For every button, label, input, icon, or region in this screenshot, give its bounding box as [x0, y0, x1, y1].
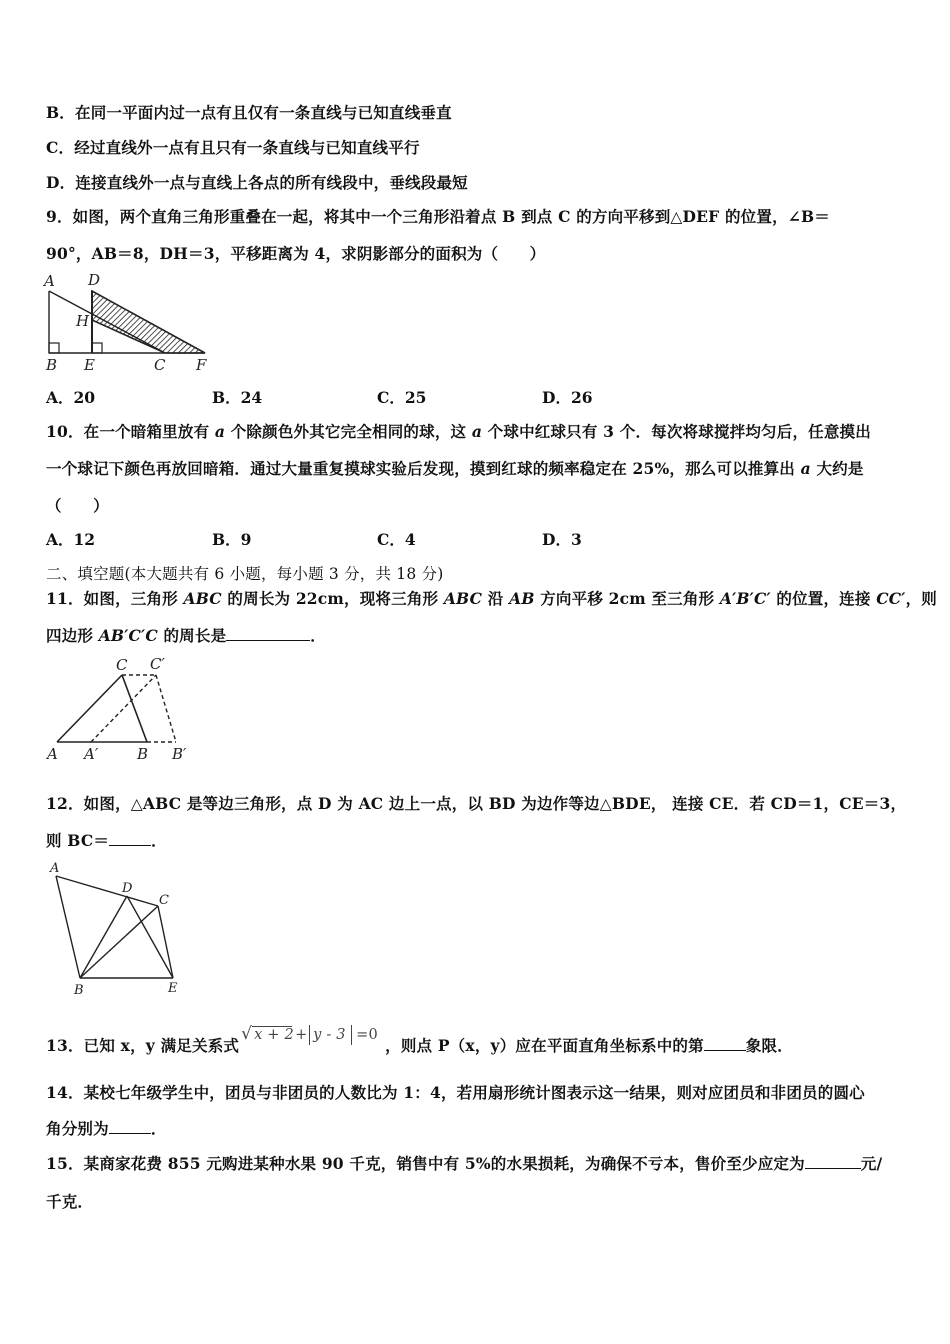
- q9-right-angle-b: [49, 343, 59, 353]
- q12-segment-bd: [80, 896, 127, 978]
- q11-figure: [44, 655, 204, 767]
- q13-stem: 13．已知 x，y 满足关系式 √ x + 2 + y - 3 =0 ，则点 P（x，y）应在平面直角坐标系中的第 象限．: [46, 1024, 793, 1055]
- q9-label-a: A: [44, 272, 55, 290]
- q11-label-c-prime: C′: [150, 655, 165, 673]
- q9-label-c: C: [154, 356, 166, 374]
- q12-segment-de: [127, 896, 173, 978]
- q12-stem-line2: 则 BC＝ ．: [46, 831, 167, 850]
- q9-option-d: D．26: [542, 388, 593, 407]
- q14-stem-line1: 14．某校七年级学生中，团员与非团员的人数比为 1：4，若用扇形统计图表示这一结果，则对应团员和非团员的圆心: [46, 1083, 865, 1102]
- q9-option-b: B．24: [212, 388, 263, 407]
- q15-answer-blank[interactable]: [805, 1154, 861, 1169]
- q14-stem-line2: 角分别为 ．: [46, 1119, 167, 1138]
- q9-stem-line2: 90°，AB＝8，DH＝3，平移距离为 4，求阴影部分的面积为（ ）: [46, 244, 546, 263]
- q9-label-d: D: [88, 271, 101, 289]
- q10-stem-line1: 10．在一个暗箱里放有 a 个除颜色外其它完全相同的球，这 a 个球中红球只有 3 个．每次将球搅拌均匀后，任意摸出: [46, 422, 871, 441]
- q12-segment-ab: [56, 876, 80, 978]
- q12-figure: [44, 858, 194, 1000]
- q9-label-f: F: [196, 356, 207, 374]
- q9-label-h: H: [76, 312, 90, 330]
- q12-segment-ac: [56, 876, 158, 906]
- q11-segment-c-prime-b-prime: [156, 675, 176, 742]
- q9-label-b: B: [46, 356, 58, 374]
- q9-right-angle-e: [92, 343, 102, 353]
- section-2-title: 二、填空题(本大题共有 6 小题，每小题 3 分，共 18 分): [46, 565, 444, 583]
- q12-label-d: D: [122, 881, 133, 896]
- q10-option-c: C．4: [377, 530, 416, 549]
- q10-option-b: B．9: [212, 530, 252, 549]
- q12-segment-bc: [80, 906, 158, 978]
- q12-label-c: C: [159, 893, 169, 908]
- q11-stem-line2: 四边形 AB′C′C 的周长是 ．: [46, 626, 326, 645]
- q12-answer-blank[interactable]: [109, 831, 151, 846]
- q10-stem-line2: 一个球记下颜色再放回暗箱．通过大量重复摸球实验后发现，摸到红球的频率稳定在 25%，那么可以推算出 a 大约是: [46, 459, 864, 478]
- q11-segment-cb: [122, 675, 147, 742]
- q11-label-b: B: [137, 745, 149, 763]
- q11-label-b-prime: B′: [172, 745, 187, 763]
- q9-option-c: C．25: [377, 388, 427, 407]
- abs-inner: y - 3: [313, 1027, 346, 1043]
- q8-option-b: B．在同一平面内过一点有且仅有一条直线与已知直线垂直: [46, 103, 452, 122]
- q15-stem-line2: 千克．: [46, 1192, 94, 1211]
- q14-answer-blank[interactable]: [109, 1119, 151, 1134]
- abs-left-bar: [309, 1025, 310, 1045]
- q11-label-a: A: [47, 745, 58, 763]
- q10-option-a: A．12: [46, 530, 96, 549]
- q13-answer-blank[interactable]: [704, 1036, 746, 1051]
- q11-stem-line1: 11．如图，三角形 ABC 的周长为 22cm，现将三角形 ABC 沿 AB 方向平移 2cm 至三角形 A′B′C′ 的位置，连接 CC′，则: [46, 589, 937, 608]
- equals-zero: =0: [356, 1027, 378, 1043]
- q11-label-c: C: [116, 656, 128, 674]
- q10-option-d: D．3: [542, 530, 582, 549]
- q11-label-a-prime: A′: [84, 745, 99, 763]
- q12-label-e: E: [168, 981, 178, 996]
- q11-segment-ac: [57, 675, 122, 742]
- q8-option-d: D．连接直线外一点与直线上各点的所有线段中，垂线段最短: [46, 173, 468, 192]
- sqrt-symbol: √: [241, 1024, 253, 1044]
- abs-right-bar: [351, 1025, 352, 1045]
- q10-stem-line3: （ ）: [46, 496, 109, 515]
- sqrt-inner: x + 2: [254, 1027, 294, 1043]
- q9-figure: [40, 270, 220, 375]
- q9-label-e: E: [84, 356, 95, 374]
- q12-label-a: A: [50, 861, 60, 876]
- q12-stem-line1: 12．如图，△ABC 是等边三角形，点 D 为 AC 边上一点，以 BD 为边作等边△BDE， 连接 CE．若 CD＝1，CE＝3，: [46, 794, 907, 813]
- q12-label-b: B: [74, 983, 84, 998]
- q9-option-a: A．20: [46, 388, 96, 407]
- q12-segment-ce: [158, 906, 173, 978]
- q13-formula: [239, 1024, 385, 1054]
- q11-answer-blank[interactable]: [226, 626, 310, 641]
- q9-stem-line1: 9．如图，两个直角三角形重叠在一起，将其中一个三角形沿着点 B 到点 C 的方向平移到△DEF 的位置，∠B＝: [46, 207, 830, 226]
- plus-sign: +: [295, 1027, 308, 1043]
- q11-segment-a-prime-c-prime: [91, 675, 156, 742]
- q15-stem-line1: 15．某商家花费 855 元购进某种水果 90 千克，销售中有 5%的水果损耗，为确保不亏本，售价至少应定为 元/: [46, 1154, 883, 1173]
- q8-option-c: C．经过直线外一点有且只有一条直线与已知直线平行: [46, 138, 420, 157]
